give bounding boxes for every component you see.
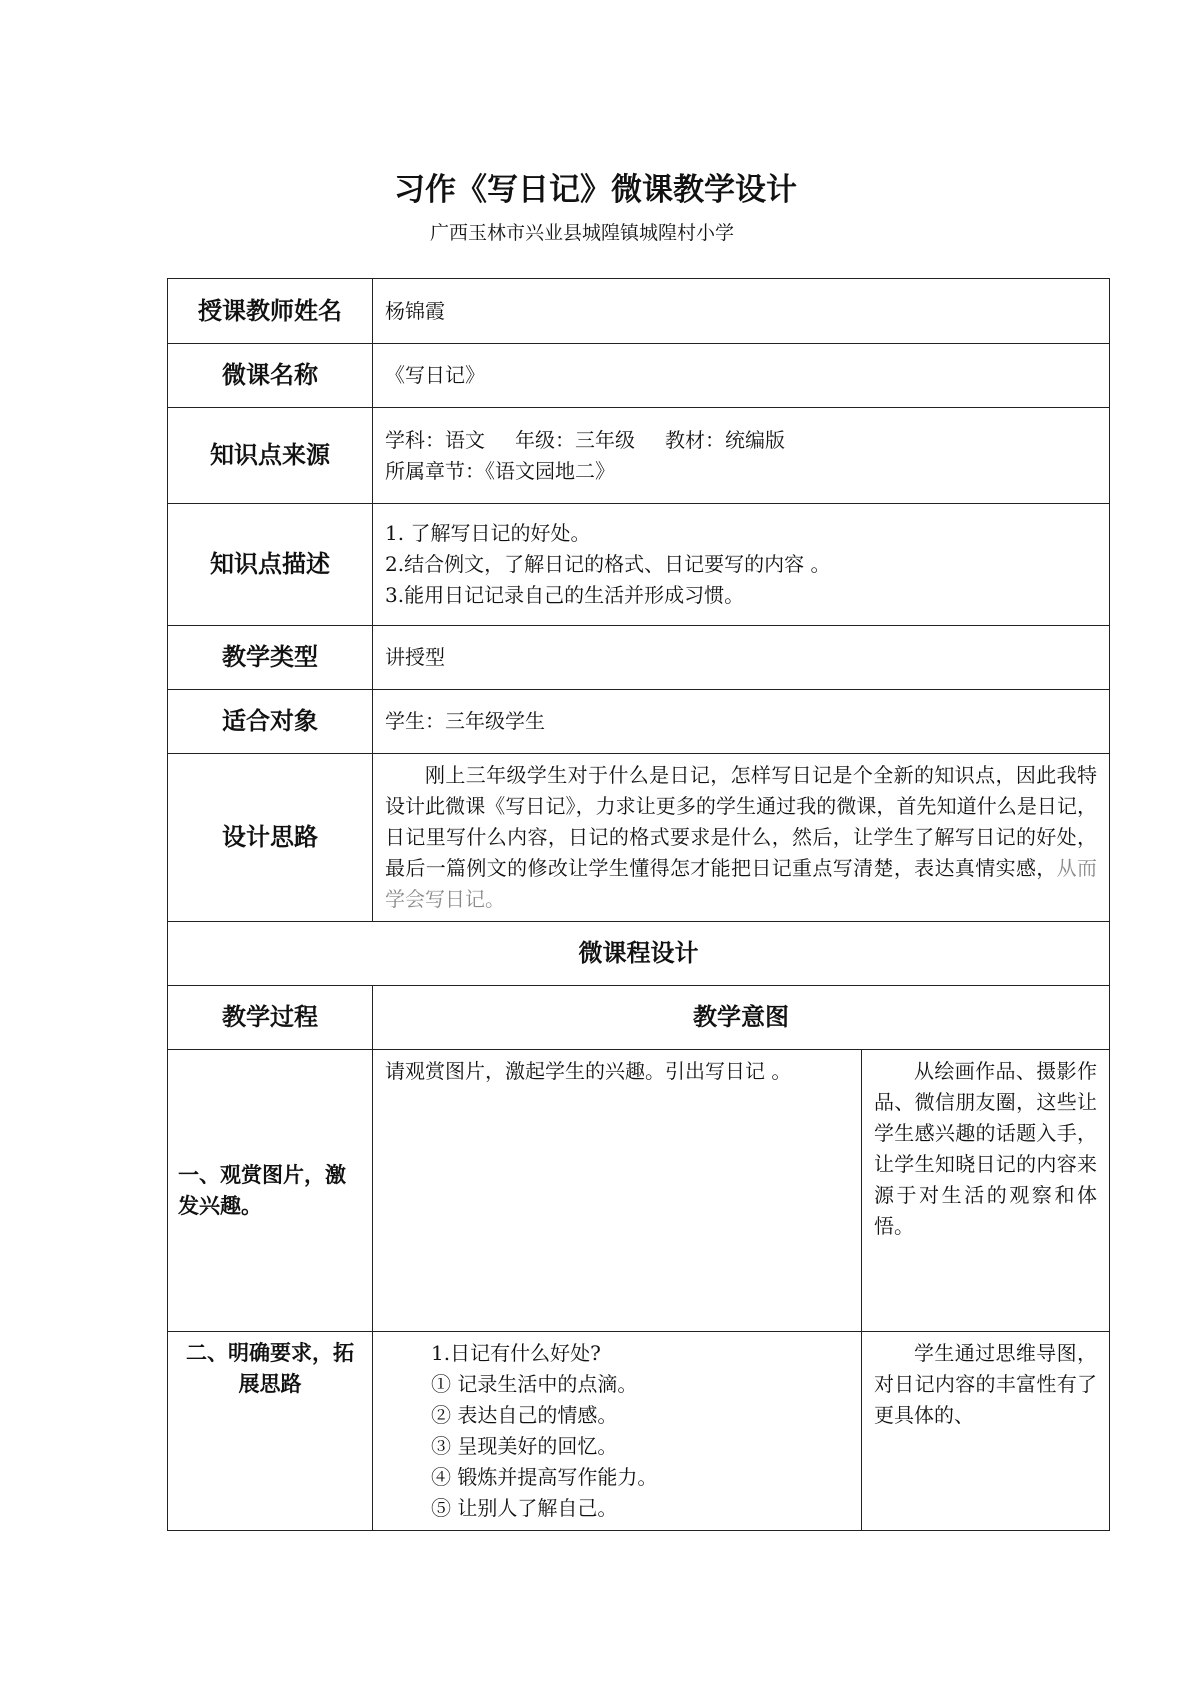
- source-subject: 学科：语文: [385, 427, 485, 452]
- stage2-item-2: ② 表达自己的情感。: [431, 1403, 618, 1427]
- idea-value: [373, 754, 1110, 922]
- idea-tail: 从而学会写日记。: [385, 856, 1098, 911]
- source-value: [373, 408, 1110, 504]
- stage2-item-3: ③ 呈现美好的回忆。: [431, 1434, 618, 1458]
- stage2-item-1: ① 记录生活中的点滴。: [431, 1372, 638, 1396]
- lesson-design-table: [167, 278, 1110, 1531]
- row-column-headers: [168, 986, 1110, 1050]
- row-stage-1: [168, 1050, 1110, 1332]
- desc-item-3: 3.能用日记记录自己的生活并形成习惯。: [385, 583, 745, 607]
- row-source: [168, 408, 1110, 504]
- desc-value: [373, 504, 1110, 626]
- type-value: 讲授型: [373, 626, 1110, 690]
- stage1-intent: 从绘画作品、摄影作品、微信朋友圈，这些让学生感兴趣的话题入手，让学生知晓日记的内容来源于对生活的观察和体悟。: [862, 1050, 1110, 1332]
- row-design-idea: [168, 754, 1110, 922]
- row-stage-2: [168, 1332, 1110, 1531]
- teacher-value: 杨锦霞: [373, 279, 1110, 344]
- row-type: [168, 626, 1110, 690]
- source-chapter: 所属章节：《语文园地二》: [385, 458, 615, 483]
- audience-value: 学生：三年级学生: [373, 690, 1110, 754]
- row-section-title: [168, 922, 1110, 986]
- stage2-item-4: ④ 锻炼并提高写作能力。: [431, 1465, 658, 1489]
- idea-label: 设计思路: [168, 754, 373, 922]
- teacher-label: 授课教师姓名: [168, 279, 373, 344]
- source-line-1: [385, 425, 1097, 456]
- stage2-title: 二、明确要求，拓展思路: [168, 1332, 373, 1531]
- desc-item-1: 1. 了解写日记的好处。: [385, 521, 591, 545]
- page-title: 习作《写日记》微课教学设计: [394, 172, 797, 208]
- stage2-intent: 学生通过思维导图，对日记内容的丰富性有了更具体的、: [862, 1332, 1110, 1531]
- row-audience: [168, 690, 1110, 754]
- col-process-header: 教学过程: [168, 986, 373, 1050]
- stage1-title: 一、观赏图片，激发兴趣。: [168, 1050, 373, 1332]
- source-label: 知识点来源: [168, 408, 373, 504]
- audience-label: 适合对象: [168, 690, 373, 754]
- source-grade: 年级：三年级: [515, 427, 635, 452]
- course-value: 《写日记》: [373, 344, 1110, 408]
- row-course: [168, 344, 1110, 408]
- course-label: 微课名称: [168, 344, 373, 408]
- row-teacher: [168, 279, 1110, 344]
- desc-item-2: 2.结合例文，了解日记的格式、日记要写的内容 。: [385, 552, 831, 576]
- row-description: [168, 504, 1110, 626]
- idea-text: 刚上三年级学生对于什么是日记，怎样写日记是个全新的知识点，因此我特设计此微课《写日记》，力求让更多的学生通过我的微课，首先知道什么是日记，日记里写什么内容，日记的格式要求是什么，然后，让学生了解写日记的好处，最后一篇例文的修改让学生懂得怎才能把日记重点写清楚，表达真情实感，: [385, 763, 1097, 880]
- source-textbook: 教材：统编版: [665, 427, 785, 452]
- section-title: 微课程设计: [168, 922, 1110, 986]
- stage2-content: [373, 1332, 862, 1531]
- stage2-question: 1.日记有什么好处?: [431, 1341, 601, 1365]
- desc-label: 知识点描述: [168, 504, 373, 626]
- stage2-item-5: ⑤ 让别人了解自己。: [431, 1496, 618, 1520]
- school-name: 广西玉林市兴业县城隍镇城隍村小学: [430, 222, 735, 244]
- stage1-content: 请观赏图片，激起学生的兴趣。引出写日记 。: [373, 1050, 862, 1332]
- type-label: 教学类型: [168, 626, 373, 690]
- col-intent-header: 教学意图: [373, 986, 1110, 1050]
